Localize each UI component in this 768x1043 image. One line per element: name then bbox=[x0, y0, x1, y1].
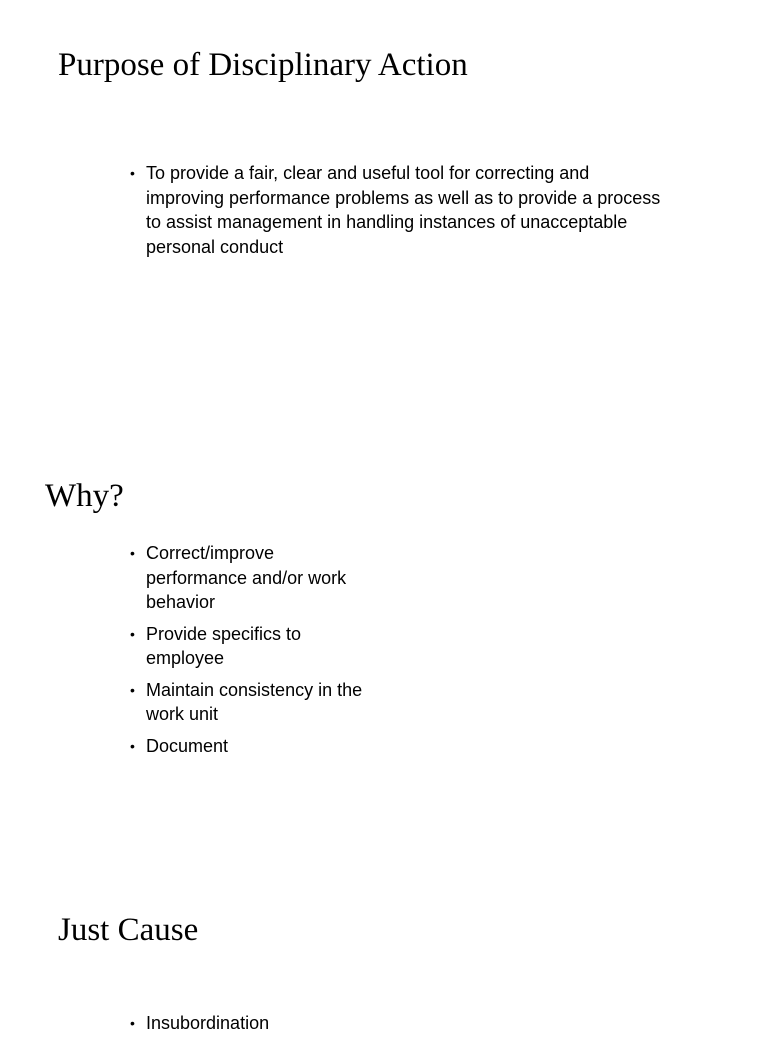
slide-title: Why? bbox=[45, 478, 124, 514]
slide-title: Just Cause bbox=[58, 912, 199, 948]
slide-just-cause bbox=[0, 890, 768, 1033]
bullet-list bbox=[130, 1011, 670, 1043]
slide-title: Purpose of Disciplinary Action bbox=[58, 47, 468, 83]
bullet-icon: • bbox=[130, 545, 135, 561]
list-item bbox=[130, 734, 370, 759]
bullet-text: Provide specifics to employee bbox=[146, 623, 302, 668]
bullet-list bbox=[130, 541, 370, 765]
bullet-text: Maintain consistency in the work unit bbox=[146, 679, 363, 724]
list-item bbox=[130, 1011, 670, 1036]
list-item bbox=[130, 622, 370, 671]
list-item bbox=[130, 678, 370, 727]
bullet-text: Insubordination bbox=[146, 1013, 270, 1033]
slide-why bbox=[0, 460, 768, 790]
list-item bbox=[130, 541, 370, 615]
bullet-icon: • bbox=[130, 1015, 135, 1031]
slide-purpose bbox=[0, 0, 768, 330]
bullet-icon: • bbox=[130, 737, 135, 754]
list-item bbox=[130, 161, 670, 259]
bullet-list bbox=[130, 161, 670, 266]
bullet-icon: • bbox=[130, 625, 135, 642]
bullet-text: Document bbox=[146, 735, 229, 756]
bullet-icon: • bbox=[130, 165, 135, 181]
bullet-icon: • bbox=[130, 681, 135, 698]
bullet-text: To provide a fair, clear and useful tool for correcting and improving performance problems as well as to provide a process to assist management in handling instances of unacceptable personal conduct bbox=[146, 163, 661, 257]
bullet-text: Correct/improve performance and/or work behavior bbox=[146, 543, 347, 612]
